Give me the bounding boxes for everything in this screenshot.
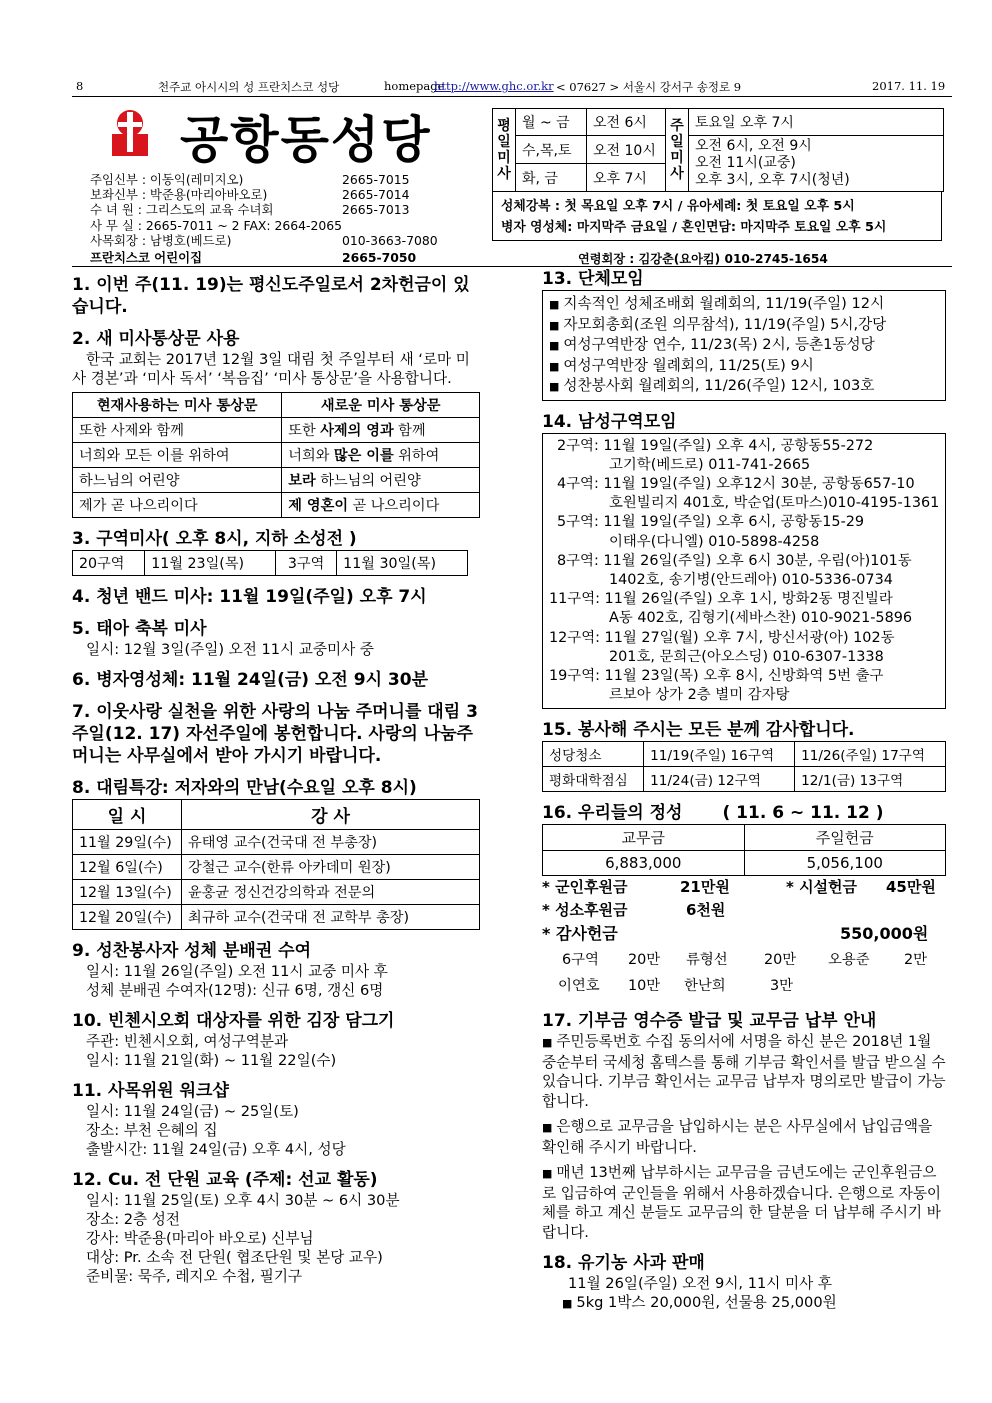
section-6	[72, 669, 480, 691]
donor-cell: 이연호	[558, 978, 600, 995]
list-item: 8구역: 11월 26일(주일) 오후 6시 30분, 우림(아)101동	[557, 552, 912, 569]
section-8	[72, 777, 480, 930]
offering-label: * 시설헌금	[786, 878, 858, 897]
section-18	[542, 1252, 946, 1313]
section-line: 장소: 부천 은혜의 집	[86, 1122, 218, 1139]
donor-cell: 3만	[770, 978, 794, 995]
section-11	[72, 1080, 480, 1159]
list-item: ■ 지속적인 성체조배회 월례회의, 11/19(주일) 12시	[549, 294, 939, 315]
header-divider	[72, 266, 952, 267]
list-item: 2구역: 11월 19일(주일) 오후 4시, 공항동55-272	[557, 437, 874, 454]
lecture-speaker: 윤홍균 정신건강의학과 전문의	[182, 880, 480, 905]
list-item: 1402호, 송기병(안드레아) 010-5336-0734	[609, 571, 893, 588]
donor-cell: 6구역	[562, 952, 599, 969]
section-title: 12. Cu. 전 단원 교육 (주제: 선교 활동)	[72, 1170, 378, 1190]
staff-phone: 2665-7013	[342, 202, 410, 218]
list-item: 고기학(베드로) 011-741-2665	[609, 456, 811, 473]
mass-text-table	[72, 392, 480, 518]
org-name: 천주교 아시시의 성 프란치스코 성당	[158, 80, 340, 94]
list-item: 4구역: 11월 19일(주일) 오후12시 30분, 공항동657-10	[557, 475, 915, 492]
old-text: 제가 곧 나으리이다	[73, 493, 282, 518]
section-title: 5. 태아 축복 미사	[72, 619, 207, 639]
sacrament-notes	[492, 192, 942, 241]
list-item: 르보아 상가 2층 별미 감자탕	[609, 687, 790, 704]
section-title: 14. 남성구역모임	[542, 411, 677, 432]
section-title: 18. 유기농 사과 판매	[542, 1253, 705, 1274]
section-5	[72, 618, 480, 659]
section-title: 3. 구역미사( 오후 8시, 지하 소성전 )	[72, 529, 357, 549]
note-line: 성체강복 : 첫 목요일 오후 7시 / 유아세례: 첫 토요일 오후 5시	[501, 199, 855, 214]
section-line: 출발시간: 11월 24일(금) 오후 4시, 성당	[86, 1141, 346, 1158]
section-title: 15. 봉사해 주시는 모든 분께 감사합니다.	[542, 720, 855, 741]
section-line: 일시: 11월 25일(토) 오후 4시 30분 ~ 6시 30분	[86, 1192, 400, 1209]
list-item: ■ 자모회총회(조원 의무참석), 11/19(주일) 5시,강당	[549, 315, 939, 336]
staff-row	[90, 202, 410, 218]
new-text-plain: 하느님의 어린양	[315, 473, 421, 489]
list-item: 호원빌리지 401호, 박순업(토마스)010-4195-1361	[609, 495, 940, 512]
section-line: 강사: 박준용(마리아 바오로) 신부님	[86, 1230, 314, 1247]
section-line: 11월 26일(주일) 오전 9시, 11시 미사 후	[568, 1275, 832, 1293]
list-item: ■ 여성구역반장 연수, 11/23(목) 2시, 등촌1동성당	[549, 335, 939, 356]
section-body: 일시: 12월 3일(주일) 오전 11시 교중미사 중	[86, 641, 374, 658]
staff-label: 수 녀 원 : 그리스도의 교육 수녀회	[90, 202, 274, 218]
staff-label: 주임신부 : 이동익(레미지오)	[90, 172, 244, 187]
section-line: ■ 5kg 1박스 20,000원, 선물용 25,000원	[562, 1293, 946, 1313]
staff-phone: 2665-7050	[342, 249, 417, 265]
funeral-society-contact: 연령회장 : 김강춘(요아킴) 010-2745-1654	[578, 252, 828, 266]
section-title: 9. 성찬봉사자 성체 분배권 수여	[72, 941, 312, 961]
table-row	[543, 767, 946, 792]
old-text: 하느님의 어린양	[73, 468, 282, 493]
advent-lecture-table	[72, 799, 480, 930]
section-line: 일시: 11월 21일(화) ~ 11월 22일(수)	[86, 1052, 337, 1069]
cell: 3구역	[276, 551, 337, 576]
staff-phone: 010-3663-7080	[342, 232, 438, 248]
new-text-plain: 위하여	[393, 448, 440, 464]
donor-cell: 한난희	[684, 978, 726, 995]
donor-cell: 10만	[628, 978, 661, 995]
staff-label: 사목회장 : 남병호(베드로)	[90, 232, 232, 248]
col-header: 현재사용하는 미사 통상문	[73, 393, 282, 418]
thanks-donors	[542, 948, 946, 1000]
section-title: 6. 병자영성체: 11월 24일(금) 오전 9시 30분	[72, 670, 428, 690]
staff-label: 사 무 실 : 2665-7011 ~ 2 FAX: 2664-2065	[90, 217, 343, 233]
donor-cell: 류형선	[686, 952, 728, 969]
new-text-plain: 함께	[393, 423, 426, 439]
section-title: 13. 단체모임	[542, 269, 644, 289]
lecture-date: 12월 13일(수)	[73, 880, 182, 905]
donor-cell: 오용준	[828, 952, 870, 969]
table-row	[73, 905, 480, 930]
col-header: 새로운 미사 통상문	[282, 393, 480, 418]
section-3	[72, 528, 480, 576]
issue-date: 2017. 11. 19	[872, 79, 946, 93]
cell: 11월 30일(목)	[337, 551, 468, 576]
section-line: 준비물: 묵주, 레지오 수첩, 필기구	[86, 1268, 303, 1285]
offering-period: ( 11. 6 ~ 11. 12 )	[722, 803, 884, 824]
old-text: 너희와 모든 이를 위하여	[73, 443, 282, 468]
section-title	[542, 802, 946, 824]
list-item: ■ 성찬봉사회 월례회의, 11/26(주일) 12시, 103호	[549, 376, 939, 397]
lecture-date: 12월 20일(수)	[73, 905, 182, 930]
list-item: 5구역: 11월 19일(주일) 오후 6시, 공항동15-29	[557, 514, 865, 531]
section-1	[72, 274, 480, 318]
homepage-label: homepage	[384, 79, 445, 93]
section-9	[72, 940, 480, 1000]
offering-title: 16. 우리들의 정성	[542, 803, 683, 824]
new-text-bold: 사제의 영과	[320, 423, 394, 439]
table-row	[73, 855, 480, 880]
section-2	[72, 328, 480, 518]
page-number: 8	[76, 79, 84, 93]
special-offerings	[542, 876, 946, 946]
new-text	[282, 443, 480, 468]
church-logo	[110, 108, 150, 156]
staff-phone: 2665-7014	[342, 187, 410, 203]
new-text-plain: 또한	[288, 423, 321, 439]
section-12	[72, 1169, 480, 1286]
section-line: 장소: 2층 성전	[86, 1211, 180, 1228]
section-10	[72, 1010, 480, 1070]
mass-day: 화, 금	[516, 164, 587, 192]
section-17	[542, 1010, 946, 1242]
section-title: 2. 새 미사통상문 사용	[72, 329, 240, 349]
new-text-bold: 보라	[288, 473, 316, 489]
section-line: 성체 분배권 수여자(12명): 신규 6명, 갱신 6명	[86, 982, 384, 999]
offering-table	[542, 824, 946, 876]
section-14	[542, 411, 946, 710]
staff-label: 보좌신부 : 박준용(마리아바오로)	[90, 187, 268, 203]
right-column	[542, 268, 946, 1323]
new-text-bold: 제 영혼이	[288, 498, 349, 514]
section-line: 일시: 11월 24일(금) ~ 25일(토)	[86, 1103, 299, 1120]
note-line: 병자 영성체: 마지막주 금요일 / 혼인면담: 마지막주 토요일 오후 5시	[501, 220, 887, 235]
page-title: 공항동성당	[180, 111, 432, 169]
section-title: 7. 이웃사랑 실천을 위한 사랑의 나눔 주머니를 대림 3주일(12. 17) 자선주일에 봉헌합니다. 사랑의 나눔주머니는 사무실에서 받아 가시기 바랍니다.	[72, 702, 478, 766]
address: < 07627 > 서울시 강서구 송정로 9	[556, 80, 742, 94]
staff-row	[90, 232, 438, 248]
offering-value: 21만원	[680, 878, 730, 897]
lecture-date: 12월 6일(수)	[73, 855, 182, 880]
new-text-plain: 너희와	[288, 448, 334, 464]
staff-row	[90, 249, 417, 265]
col-header: 주일헌금	[744, 825, 946, 851]
offering-label: * 성소후원금	[542, 901, 628, 920]
cell: 12/1(금) 13구역	[795, 767, 946, 792]
section-15	[542, 719, 946, 792]
sunday-top: 토요일 오후 7시	[689, 109, 944, 136]
offering-label: * 감사헌금	[542, 924, 618, 944]
new-text-plain: 곧 나으리이다	[348, 498, 440, 514]
old-text: 또한 사제와 함께	[73, 418, 282, 443]
section-title: 1. 이번 주(11. 19)는 평신도주일로서 2차헌금이 있습니다.	[72, 275, 470, 317]
section-title: 11. 사목위원 워크샵	[72, 1081, 229, 1101]
mass-schedule-table	[492, 108, 944, 192]
paragraph: ■ 매년 13번째 납부하시는 교무금을 금년도에는 군인후원금으로 입금하여 군인들을 위해서 사용하겠습니다. 은행으로 자동이체를 하고 계신 분들도 교무금의 한 달분을 더 납부해 주시기 바랍니다.	[542, 1163, 946, 1242]
lecture-speaker: 강철근 교수(한류 아카데미 원장)	[182, 855, 480, 880]
section-4	[72, 586, 480, 608]
sunday-time-line: 오전 11시(교중)	[695, 155, 796, 171]
new-text	[282, 493, 480, 518]
sunday-times	[689, 136, 944, 192]
section-title: 8. 대림특강: 저자와의 만남(수요일 오후 8시)	[72, 778, 417, 798]
mass-day: 월 ~ 금	[516, 109, 587, 136]
section-7	[72, 701, 480, 767]
cell: 11/19(주일) 16구역	[644, 742, 795, 767]
lecture-speaker: 최규하 교수(건국대 전 교학부 총장)	[182, 905, 480, 930]
tithe-amount: 6,883,000	[543, 851, 745, 876]
section-title: 4. 청년 밴드 미사: 11월 19일(주일) 오후 7시	[72, 587, 427, 607]
table-row	[73, 468, 480, 493]
lecture-date: 11월 29일(수)	[73, 830, 182, 855]
cell: 11/24(금) 12구역	[644, 767, 795, 792]
cell: 성당청소	[543, 742, 644, 767]
new-text	[282, 418, 480, 443]
men-district-list	[542, 433, 946, 710]
offering-label: * 군인후원금	[542, 878, 628, 897]
list-item: 201호, 문희근(아오스딩) 010-6307-1338	[609, 648, 884, 665]
offering-value: 6천원	[686, 901, 726, 920]
list-item: ■ 여성구역반장 월례회의, 11/25(토) 9시	[549, 356, 939, 377]
cell: 평화대학점심	[543, 767, 644, 792]
weekday-mass-label: 평일미사	[493, 109, 516, 192]
staff-list	[90, 172, 438, 265]
sunday-mass-label: 주일미사	[666, 109, 689, 192]
header-line	[72, 78, 952, 97]
section-line: 일시: 11월 26일(주일) 오전 11시 교중 미사 후	[86, 963, 388, 980]
sunday-time-line: 오후 3시, 오후 7시(청년)	[695, 172, 850, 188]
section-body: 한국 교회는 2017년 12월 3일 대림 첫 주일부터 새 ‘로마 미사 경본’과 ‘미사 독서’ ‘복음집’ ‘미사 통상문’을 사용합니다.	[72, 351, 470, 387]
staff-label: 프란치스코 어린이집	[90, 249, 203, 265]
table-row	[73, 493, 480, 518]
staff-row	[90, 218, 342, 233]
table-row	[73, 880, 480, 905]
offering-value: 550,000원	[840, 924, 929, 944]
group-meeting-list	[542, 290, 946, 401]
offering-value: 45만원	[886, 878, 936, 897]
table-row	[73, 443, 480, 468]
section-13	[542, 268, 946, 401]
staff-row	[90, 187, 410, 203]
sunday-time-line: 오전 6시, 오전 9시	[695, 138, 812, 154]
section-line: 주관: 빈첸시오회, 여성구역분과	[86, 1033, 289, 1050]
staff-row	[90, 172, 410, 187]
col-header: 강 사	[182, 800, 480, 830]
list-item: 이태우(다니엘) 010-5898-4258	[609, 533, 820, 550]
donor-cell: 2만	[904, 952, 928, 969]
section-line: 대상: Pr. 소속 전 단원( 협조단원 및 본당 교우)	[86, 1249, 383, 1266]
paragraph: ■ 은행으로 교무금을 납입하시는 분은 사무실에서 납입금액을 확인해 주시기 바랍니다.	[542, 1117, 946, 1157]
cell: 11월 23일(목)	[145, 551, 276, 576]
col-header: 일 시	[73, 800, 182, 830]
section-title: 17. 기부금 영수증 발급 및 교무금 납부 안내	[542, 1011, 877, 1032]
lecture-speaker: 유태영 교수(건국대 전 부총장)	[182, 830, 480, 855]
section-16	[542, 802, 946, 1000]
new-text-bold: 많은 이를	[333, 448, 394, 464]
mass-time: 오전 10시	[587, 136, 666, 164]
cell: 11/26(주일) 17구역	[795, 742, 946, 767]
list-item: A동 402호, 김형기(세바스찬) 010-9021-5896	[609, 610, 913, 627]
paragraph: ■ 주민등록번호 수집 동의서에 서명을 하신 분은 2018년 1월 중순부터 국세청 홈텍스를 통해 기부금 확인서를 발급 받으실 수 있습니다. 기부금 확인서는 교무금 납부자 명의로만 발급이 가능합니다.	[542, 1032, 946, 1111]
sunday-offering-amount: 5,056,100	[744, 851, 946, 876]
left-column	[72, 274, 480, 1296]
homepage-link[interactable]: http://www.ghc.or.kr	[434, 79, 554, 93]
district-mass-table	[72, 550, 468, 576]
section-title: 10. 빈첸시오회 대상자를 위한 김장 담그기	[72, 1011, 395, 1031]
mass-time: 오후 7시	[587, 164, 666, 192]
table-row	[73, 418, 480, 443]
staff-phone: 2665-7015	[342, 172, 410, 187]
mass-time: 오전 6시	[587, 109, 666, 136]
donor-cell: 20만	[764, 952, 797, 969]
list-item: 11구역: 11월 26일(주일) 오후 1시, 방화2동 명진빌라	[549, 591, 893, 608]
list-item: 12구역: 11월 27일(월) 오후 7시, 방신서광(아) 102동	[549, 629, 895, 646]
col-header: 교무금	[543, 825, 745, 851]
donor-cell: 20만	[628, 952, 661, 969]
list-item: 19구역: 11월 23일(목) 오후 8시, 신방화역 5번 출구	[549, 667, 884, 684]
volunteer-table	[542, 741, 946, 792]
mass-day: 수,목,토	[516, 136, 587, 164]
cell: 20구역	[73, 551, 145, 576]
table-row	[543, 742, 946, 767]
table-row	[73, 830, 480, 855]
new-text	[282, 468, 480, 493]
